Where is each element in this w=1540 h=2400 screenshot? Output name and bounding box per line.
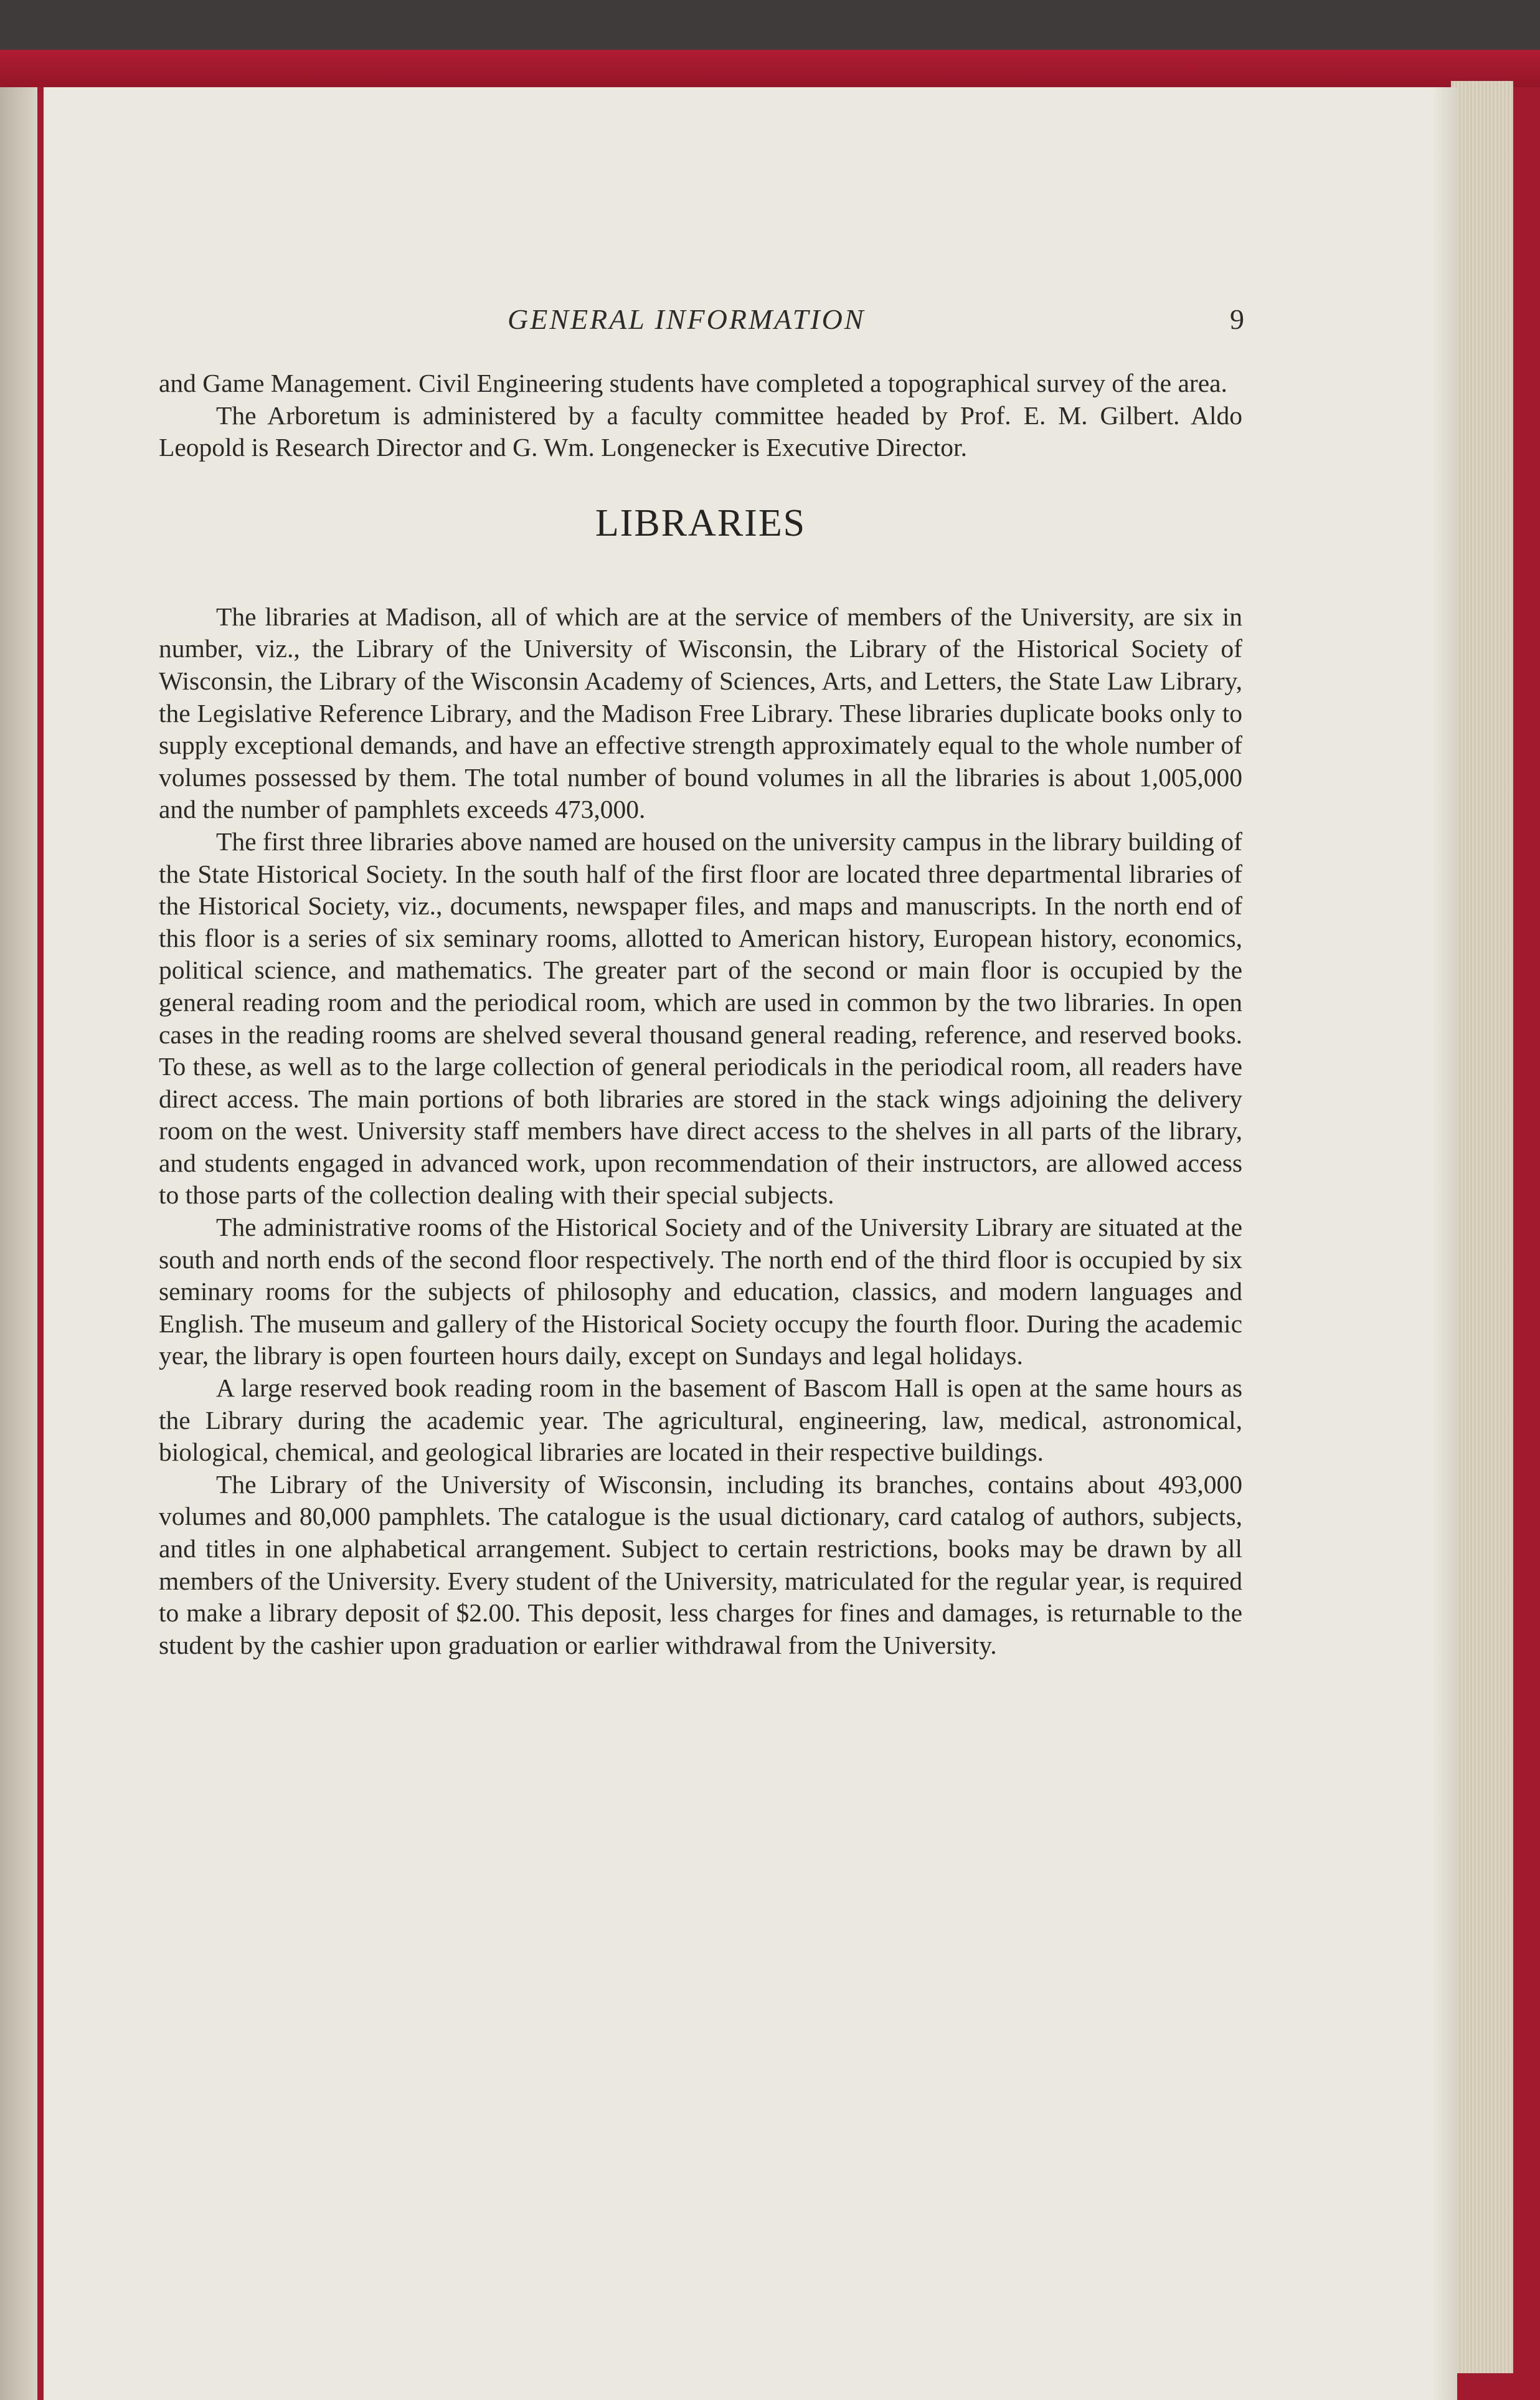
paragraph: The Arboretum is administered by a faculty committee headed by Prof. E. M. Gilbert. Aldo Leopold is Research Director and G. Wm. Longenecker is Executive Director.	[159, 401, 1242, 462]
paragraph: A large reserved book reading room in the basement of Bascom Hall is open at the same hours as the Library during the academic year. The agricultural, engineering, law, medical, astronomical, biological, chemical, and geological libraries are located in their respective buildings.	[159, 1373, 1242, 1467]
running-head	[44, 303, 1457, 353]
paragraph: The first three libraries above named are housed on the university campus in the library building of the State Historical Society. In the south half of the first floor are located three departmental libraries of the Historical Society, viz., documents, newspaper files, and maps and manuscripts. In the north end of this floor is a series of six seminary rooms, allotted to American history, European history, economics, political science, and mathematics. The greater part of the second or main floor is occupied by the general reading room and the periodical room, which are used in common by the two libraries. In open cases in the reading rooms are shelved several thousand general reading, reference, and reserved books. To these, as well as to the large collection of general periodicals in the periodical room, all readers have direct access. The main portions of both libraries are stored in the stack wings adjoining the delivery room on the west. University staff members have direct access to the shelves in all parts of the library, and students engaged in advanced work, upon recommendation of their instructors, are allowed access to those parts of the collection dealing with their special subjects.	[159, 827, 1242, 1210]
page-stack-edge	[1451, 81, 1513, 2373]
paragraph: The administrative rooms of the Historical Society and of the University Library are situated at the south and north ends of the second floor respectively. The north end of the third floor is occupied by six seminary rooms for the subjects of philosophy and education, classics, and modern languages and English. The museum and gallery of the Historical Society occupy the fourth floor. During the academic year, the library is open fourteen hours daily, except on Sundays and legal holidays.	[159, 1213, 1242, 1370]
book-page	[44, 87, 1457, 2400]
book-cover-top-edge	[0, 50, 1540, 87]
section-heading: LIBRARIES	[595, 501, 806, 544]
paragraph: The Library of the University of Wisconsin, including its branches, contains about 493,000 volumes and 80,000 pamphlets. The catalogue is the usual dictionary, card catalog of authors, subjects, and titles in one alphabetical arrangement. Subject to certain restrictions, books may be drawn by all members of the University. Every student of the University, matriculated for the regular year, is required to make a library deposit of $2.00. This deposit, less charges for fines and damages, is returnable to the student by the cashier upon graduation or earlier withdrawal from the University.	[159, 1469, 1242, 1659]
gutter-shadow	[1432, 87, 1457, 2400]
page-number: 9	[1230, 303, 1244, 335]
paragraph: and Game Management. Civil Engineering students have completed a topographical survey of the area.	[159, 369, 1227, 397]
paragraph: The libraries at Madison, all of which are at the service of members of the University, are six in number, viz., the Library of the University of Wisconsin, the Library of the Historical Society of Wisconsin, the Library of the Wisconsin Academy of Sciences, Arts, and Letters, the State Law Library, the Legislative Reference Library, and the Madison Free Library. These libraries duplicate books only to supply exceptional demands, and have an effective strength approximately equal to the whole number of volumes possessed by them. The total number of bound volumes in all the libraries is about 1,005,000 and the number of pamphlets exceeds 473,000.	[159, 602, 1242, 824]
running-head-title: GENERAL INFORMATION	[508, 303, 866, 335]
body-text	[159, 368, 1242, 1661]
previous-page-edge	[0, 87, 37, 2400]
